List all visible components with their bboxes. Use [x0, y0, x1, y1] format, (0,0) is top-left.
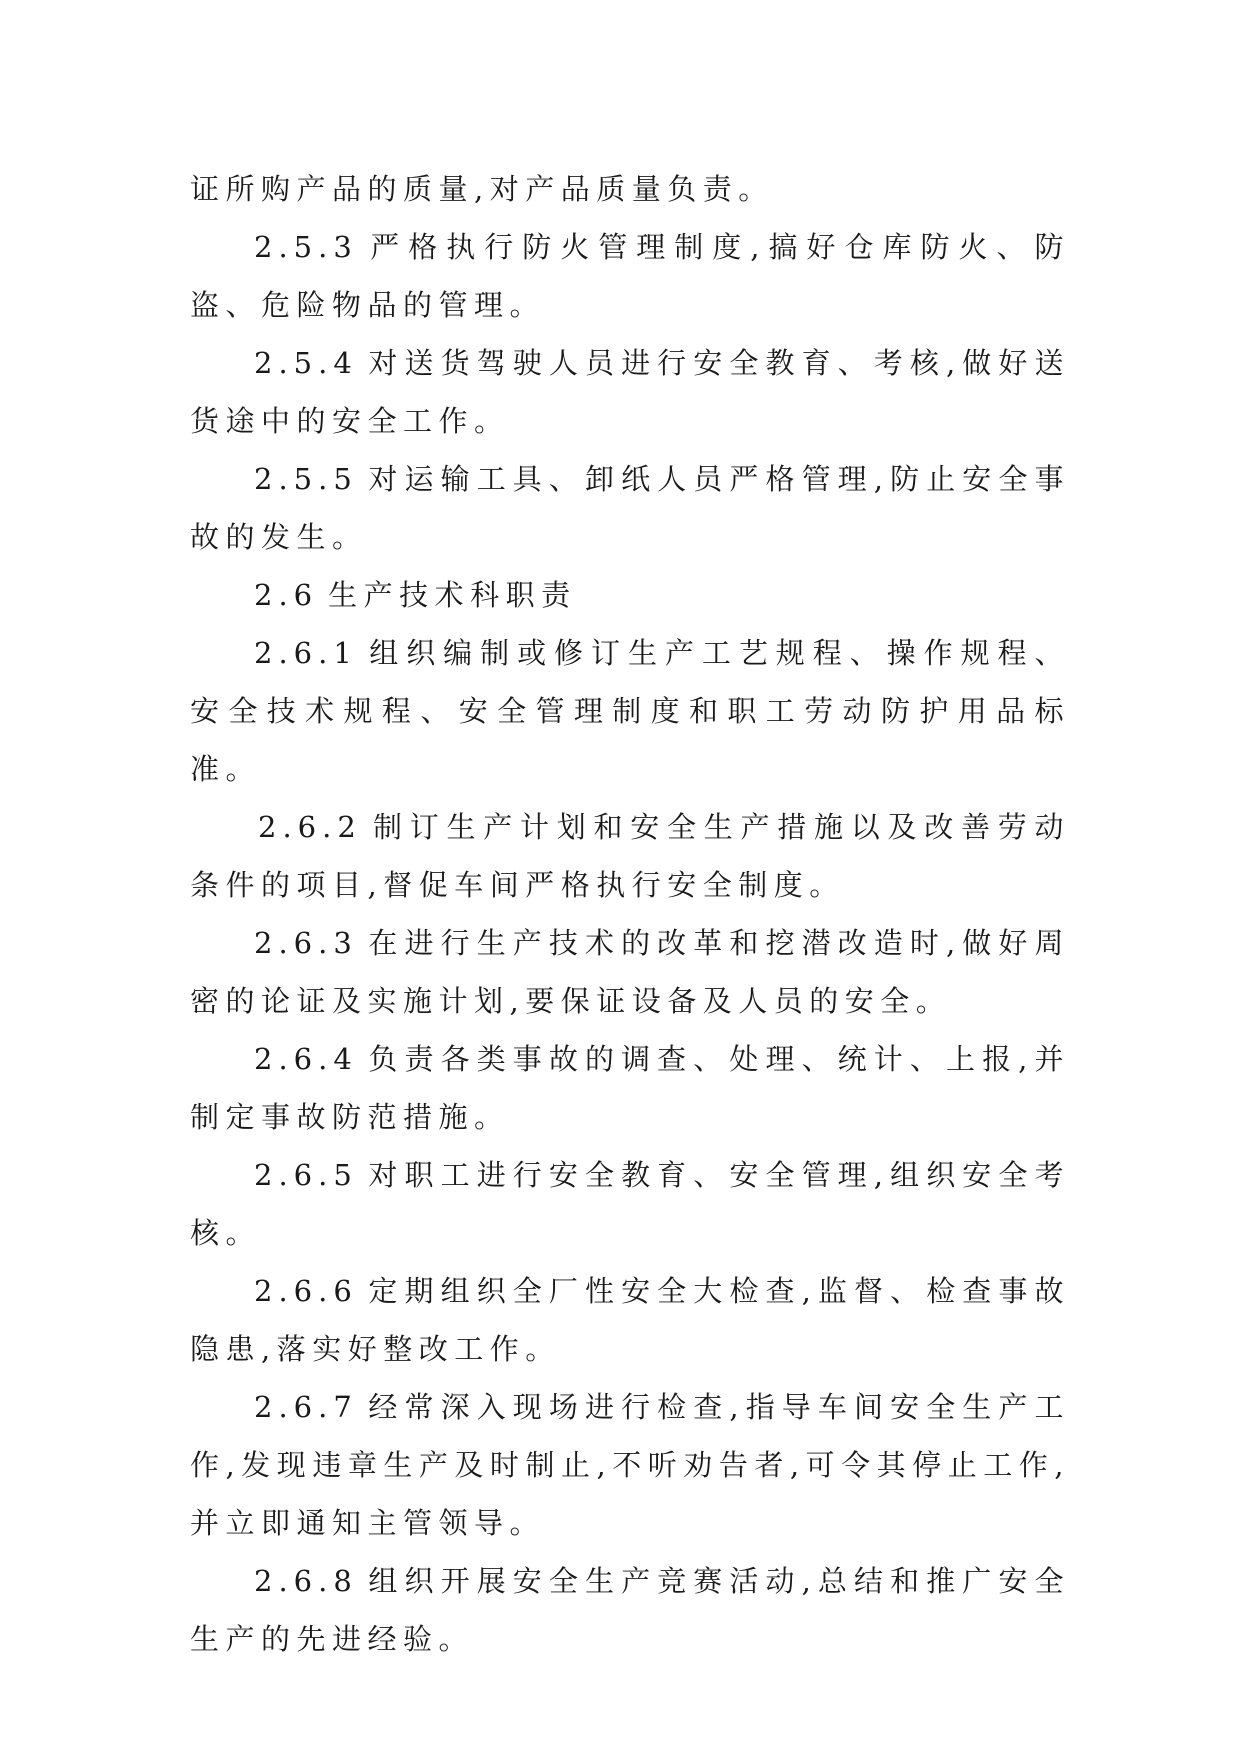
- paragraph-2-6-1: [190, 624, 1070, 798]
- paragraph-text: 对运输工具、卸纸人员严格管理,防止安全事故的发生。: [190, 462, 1070, 554]
- paragraph-2-6-2: [190, 798, 1070, 914]
- paragraph-continuation: [190, 160, 1070, 218]
- paragraph-text: 证所购产品的质量,对产品质量负责。: [190, 172, 774, 206]
- clause-number: 2.6.3: [254, 926, 358, 960]
- clause-number: 2.5.4: [254, 346, 358, 380]
- clause-number: 2.6.8: [254, 1564, 358, 1598]
- paragraph-text: 组织编制或修订生产工艺规程、操作规程、安全技术规程、安全管理制度和职工劳动防护用品标准。: [190, 636, 1070, 786]
- clause-number: 2.6.5: [254, 1158, 358, 1192]
- document-body: [190, 160, 1070, 1668]
- paragraph-2-6-8: [190, 1552, 1070, 1668]
- paragraph-2-5-5: [190, 450, 1070, 566]
- paragraph-text: 负责各类事故的调查、处理、统计、上报,并制定事故防范措施。: [190, 1042, 1070, 1134]
- clause-number: 2.5.5: [254, 462, 358, 496]
- paragraph-text: 对送货驾驶人员进行安全教育、考核,做好送货途中的安全工作。: [190, 346, 1070, 438]
- paragraph-2-6-6: [190, 1262, 1070, 1378]
- clause-number: 2.6.1: [254, 636, 358, 670]
- paragraph-text: 严格执行防火管理制度,搞好仓库防火、防盗、危险物品的管理。: [190, 230, 1070, 322]
- paragraph-2-6-5: [190, 1146, 1070, 1262]
- clause-number: 2.5.3: [254, 230, 358, 264]
- clause-number: 2.6: [254, 578, 319, 612]
- paragraph-text: 组织开展安全生产竞赛活动,总结和推广安全生产的先进经验。: [190, 1564, 1070, 1656]
- clause-number: 2.6.4: [254, 1042, 358, 1076]
- paragraph-2-6-3: [190, 914, 1070, 1030]
- clause-number: 2.6.7: [254, 1390, 358, 1424]
- paragraph-text: 对职工进行安全教育、安全管理,组织安全考核。: [190, 1158, 1070, 1250]
- clause-number: 2.6.2: [258, 810, 362, 844]
- section-heading-2-6: [190, 566, 1070, 624]
- paragraph-2-5-4: [190, 334, 1070, 450]
- paragraph-text: 制订生产计划和安全生产措施以及改善劳动条件的项目,督促车间严格执行安全制度。: [190, 810, 1070, 902]
- paragraph-text: 定期组织全厂性安全大检查,监督、检查事故隐患,落实好整改工作。: [190, 1274, 1070, 1366]
- section-title: 生产技术科职责: [328, 578, 577, 612]
- paragraph-text: 在进行生产技术的改革和挖潜改造时,做好周密的论证及实施计划,要保证设备及人员的安全。: [190, 926, 1070, 1018]
- clause-number: 2.6.6: [254, 1274, 358, 1308]
- paragraph-2-6-7: [190, 1378, 1070, 1552]
- paragraph-text: 经常深入现场进行检查,指导车间安全生产工作,发现违章生产及时制止,不听劝告者,可令其停止工作,并立即通知主管领导。: [190, 1390, 1070, 1540]
- paragraph-2-5-3: [190, 218, 1070, 334]
- paragraph-2-6-4: [190, 1030, 1070, 1146]
